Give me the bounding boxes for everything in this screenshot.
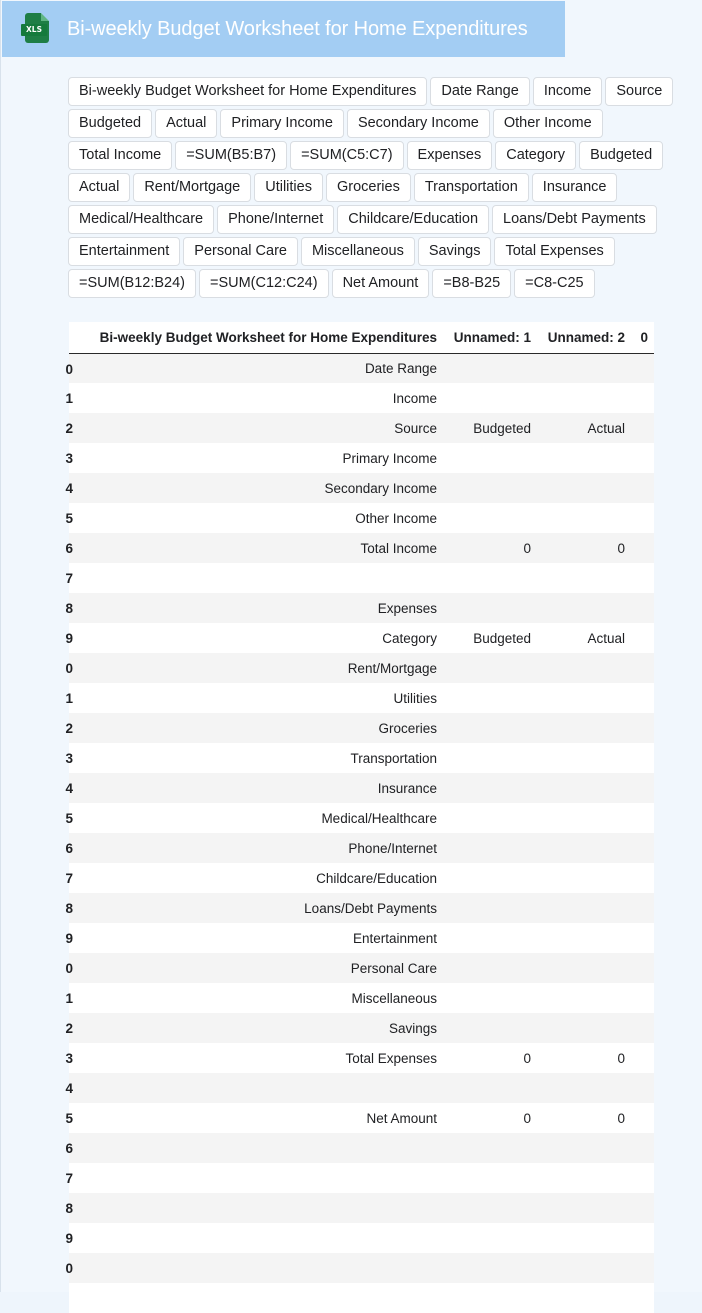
page-title: Bi-weekly Budget Worksheet for Home Expenditures <box>67 17 528 40</box>
row-index-label: 0 <box>65 1261 73 1276</box>
row-index-label: 2 <box>65 421 73 436</box>
row-index <box>65 803 73 833</box>
table-cell <box>545 803 639 833</box>
table-cell <box>451 743 545 773</box>
row-index <box>65 683 73 713</box>
table-row <box>69 383 654 413</box>
cell-chip[interactable]: Budgeted <box>579 141 663 170</box>
row-index <box>65 953 73 983</box>
table-cell <box>451 1163 545 1193</box>
table-cell: Groceries <box>71 713 451 743</box>
cell-chip[interactable]: Savings <box>418 237 492 266</box>
table-cell <box>639 473 654 503</box>
table-cell: Source <box>71 413 451 443</box>
row-index-label: 2 <box>65 1021 73 1036</box>
table-cell: Primary Income <box>71 443 451 473</box>
cell-chip[interactable]: Total Expenses <box>494 237 614 266</box>
row-index-label: 7 <box>65 571 73 586</box>
cell-chip[interactable]: Transportation <box>414 173 529 202</box>
cell-chip[interactable]: Bi-weekly Budget Worksheet for Home Expenditures <box>68 77 427 106</box>
table-cell <box>451 653 545 683</box>
table-row <box>69 593 654 623</box>
table-cell <box>451 1223 545 1253</box>
table-cell <box>639 953 654 983</box>
table-row <box>69 1223 654 1253</box>
row-index-label: 1 <box>65 391 73 406</box>
table-cell <box>451 1193 545 1223</box>
table-cell <box>545 563 639 593</box>
table-cell <box>545 1253 639 1283</box>
row-index <box>65 623 73 653</box>
table-cell: Transportation <box>71 743 451 773</box>
row-index-label: 4 <box>65 1081 73 1096</box>
table-cell <box>545 863 639 893</box>
table-cell <box>545 713 639 743</box>
table-header-row <box>69 322 654 353</box>
row-index <box>65 473 73 503</box>
table-cell <box>639 1133 654 1163</box>
row-index-label: 6 <box>65 841 73 856</box>
table-cell <box>639 893 654 923</box>
table-cell: Total Income <box>71 533 451 563</box>
table-cell <box>545 473 639 503</box>
table-cell: Personal Care <box>71 953 451 983</box>
table-row <box>69 563 654 593</box>
table-cell <box>545 683 639 713</box>
table-cell <box>451 1253 545 1283</box>
table-cell <box>451 1013 545 1043</box>
table-cell <box>451 1283 545 1313</box>
row-index-label: 1 <box>65 691 73 706</box>
table-cell: Other Income <box>71 503 451 533</box>
table-cell <box>71 563 451 593</box>
table-cell <box>545 383 639 413</box>
table-cell <box>639 1253 654 1283</box>
cell-chip[interactable]: Total Income <box>68 141 172 170</box>
cell-chip[interactable]: Primary Income <box>220 109 344 138</box>
table-row <box>69 443 654 473</box>
cell-chip[interactable]: Secondary Income <box>347 109 490 138</box>
table-cell <box>451 923 545 953</box>
table-cell <box>639 803 654 833</box>
table-cell: Miscellaneous <box>71 983 451 1013</box>
row-index-label: 0 <box>65 661 73 676</box>
cell-chip[interactable]: Budgeted <box>68 109 152 138</box>
table-cell <box>545 593 639 623</box>
table-row <box>69 1193 654 1223</box>
cell-chip[interactable]: Utilities <box>254 173 323 202</box>
data-table-container[interactable] <box>65 322 654 1302</box>
table-cell <box>639 563 654 593</box>
table-cell <box>71 1253 451 1283</box>
row-index <box>65 443 73 473</box>
table-cell <box>639 1163 654 1193</box>
table-cell: Secondary Income <box>71 473 451 503</box>
table-cell <box>545 503 639 533</box>
row-index <box>65 533 73 563</box>
cell-chip[interactable]: Actual <box>68 173 130 202</box>
table-cell <box>545 1193 639 1223</box>
table-row <box>69 1163 654 1193</box>
row-index-label: 4 <box>65 481 73 496</box>
row-index-label: 5 <box>65 511 73 526</box>
table-cell <box>639 623 654 653</box>
cell-chip[interactable]: Income <box>533 77 603 106</box>
table-cell <box>451 683 545 713</box>
row-index-label: 6 <box>65 541 73 556</box>
row-index-label: 3 <box>65 1051 73 1066</box>
row-index <box>65 1253 73 1283</box>
row-index <box>65 713 73 743</box>
table-cell <box>71 1133 451 1163</box>
data-table <box>65 322 654 1313</box>
row-index <box>65 563 73 593</box>
column-header-unnamed-1: Unnamed: 1 <box>451 322 545 353</box>
table-cell <box>545 353 639 383</box>
cell-chip[interactable]: Entertainment <box>68 237 180 266</box>
table-row <box>69 893 654 923</box>
table-cell <box>71 1283 451 1313</box>
table-cell <box>639 443 654 473</box>
table-cell <box>71 1073 451 1103</box>
table-cell: Expenses <box>71 593 451 623</box>
row-index-label: 5 <box>65 1111 73 1126</box>
cell-chip[interactable]: =SUM(B5:B7) <box>175 141 287 170</box>
cell-chip[interactable]: Source <box>605 77 673 106</box>
table-cell <box>639 983 654 1013</box>
row-index-label: 9 <box>65 931 73 946</box>
table-cell <box>545 743 639 773</box>
table-cell <box>545 833 639 863</box>
table-cell <box>451 1073 545 1103</box>
table-body <box>65 353 654 1313</box>
table-cell <box>639 1223 654 1253</box>
table-cell: 0 <box>545 533 639 563</box>
row-index <box>65 353 73 383</box>
row-index-label: 8 <box>65 1201 73 1216</box>
table-row <box>69 863 654 893</box>
table-row <box>69 653 654 683</box>
row-index-label: 2 <box>65 721 73 736</box>
table-cell <box>545 443 639 473</box>
row-index <box>65 1223 73 1253</box>
table-cell <box>451 443 545 473</box>
table-cell <box>639 593 654 623</box>
table-cell <box>451 1133 545 1163</box>
table-row <box>69 1133 654 1163</box>
table-cell <box>71 1193 451 1223</box>
row-index <box>65 1163 73 1193</box>
table-row <box>69 1073 654 1103</box>
cell-chip[interactable]: Phone/Internet <box>217 205 334 234</box>
table-cell <box>639 773 654 803</box>
table-cell <box>545 1073 639 1103</box>
table-cell: 0 <box>451 1043 545 1073</box>
table-cell <box>639 713 654 743</box>
table-cell <box>639 383 654 413</box>
table-cell <box>639 1103 654 1133</box>
row-index-label: 5 <box>65 811 73 826</box>
row-index <box>65 1133 73 1163</box>
table-cell <box>639 1073 654 1103</box>
cell-chip[interactable]: Net Amount <box>332 269 430 298</box>
table-row <box>69 743 654 773</box>
table-cell: 0 <box>451 1103 545 1133</box>
column-header-title: Bi-weekly Budget Worksheet for Home Expenditures <box>71 322 451 353</box>
table-cell: Entertainment <box>71 923 451 953</box>
table-cell <box>451 473 545 503</box>
row-index-label: 1 <box>65 991 73 1006</box>
table-cell: Childcare/Education <box>71 863 451 893</box>
row-index <box>65 983 73 1013</box>
table-cell <box>451 893 545 923</box>
table-cell <box>451 353 545 383</box>
column-header-0: 0 <box>639 322 654 353</box>
cell-chip[interactable]: =B8-B25 <box>432 269 511 298</box>
table-cell <box>639 1043 654 1073</box>
cell-chip[interactable]: =SUM(C12:C24) <box>199 269 329 298</box>
cell-chip[interactable]: Expenses <box>407 141 493 170</box>
table-cell: Budgeted <box>451 413 545 443</box>
table-cell: Total Expenses <box>71 1043 451 1073</box>
table-cell <box>639 1283 654 1313</box>
row-index-label: 3 <box>65 751 73 766</box>
table-cell <box>545 983 639 1013</box>
table-cell <box>545 1163 639 1193</box>
table-cell <box>639 683 654 713</box>
table-cell <box>639 533 654 563</box>
cell-chip[interactable]: Medical/Healthcare <box>68 205 214 234</box>
table-cell: 0 <box>451 533 545 563</box>
table-row <box>69 1103 654 1133</box>
row-index <box>65 893 73 923</box>
table-row <box>69 1283 654 1313</box>
cell-chip[interactable]: Other Income <box>493 109 603 138</box>
cell-chip[interactable]: Rent/Mortgage <box>133 173 251 202</box>
column-header-unnamed-2: Unnamed: 2 <box>545 322 639 353</box>
row-index <box>65 383 73 413</box>
table-row <box>69 803 654 833</box>
table-row <box>69 533 654 563</box>
table-row <box>69 923 654 953</box>
xls-file-icon: XLS <box>21 13 51 45</box>
table-cell <box>639 1013 654 1043</box>
row-index <box>65 923 73 953</box>
cell-chip[interactable]: =C8-C25 <box>514 269 594 298</box>
cell-chip[interactable]: =SUM(B12:B24) <box>68 269 196 298</box>
table-cell <box>451 803 545 833</box>
table-row <box>69 953 654 983</box>
table-cell <box>451 983 545 1013</box>
table-row <box>69 413 654 443</box>
table-cell <box>451 503 545 533</box>
row-index-label: 3 <box>65 451 73 466</box>
row-index-label: 8 <box>65 601 73 616</box>
table-cell <box>639 353 654 383</box>
table-cell: Phone/Internet <box>71 833 451 863</box>
table-cell: Date Range <box>71 353 451 383</box>
table-cell: Utilities <box>71 683 451 713</box>
cell-chip[interactable]: Date Range <box>430 77 529 106</box>
row-index-label: 4 <box>65 781 73 796</box>
table-cell <box>639 833 654 863</box>
table-row <box>69 983 654 1013</box>
table-row <box>69 713 654 743</box>
table-cell <box>451 383 545 413</box>
table-cell <box>451 713 545 743</box>
table-cell: 0 <box>545 1103 639 1133</box>
table-cell: Rent/Mortgage <box>71 653 451 683</box>
row-index <box>65 1193 73 1223</box>
table-cell <box>545 773 639 803</box>
row-index-label: 6 <box>65 1141 73 1156</box>
cell-chip[interactable]: Childcare/Education <box>337 205 489 234</box>
row-index <box>65 1073 73 1103</box>
table-row <box>69 353 654 383</box>
table-cell: Insurance <box>71 773 451 803</box>
table-cell <box>545 953 639 983</box>
cell-chip[interactable]: Miscellaneous <box>301 237 415 266</box>
table-row <box>69 773 654 803</box>
table-cell <box>71 1223 451 1253</box>
cell-chip[interactable]: Loans/Debt Payments <box>492 205 657 234</box>
table-cell <box>451 773 545 803</box>
title-bar <box>2 1 565 57</box>
row-index-label: 0 <box>65 961 73 976</box>
table-cell <box>451 563 545 593</box>
table-cell <box>545 1223 639 1253</box>
row-index-label: 7 <box>65 1171 73 1186</box>
table-cell <box>639 863 654 893</box>
row-index <box>65 593 73 623</box>
row-index-label: 9 <box>65 1231 73 1246</box>
row-index <box>65 1013 73 1043</box>
table-cell: Net Amount <box>71 1103 451 1133</box>
cell-chip[interactable]: Insurance <box>532 173 618 202</box>
table-cell: Loans/Debt Payments <box>71 893 451 923</box>
table-cell <box>545 653 639 683</box>
table-cell <box>451 593 545 623</box>
table-row <box>69 683 654 713</box>
cell-chip-list <box>68 77 688 301</box>
row-index <box>65 503 73 533</box>
table-cell: Medical/Healthcare <box>71 803 451 833</box>
table-cell: Income <box>71 383 451 413</box>
cell-chip[interactable]: Personal Care <box>183 237 298 266</box>
row-index <box>69 1283 71 1313</box>
cell-chip[interactable]: =SUM(C5:C7) <box>290 141 403 170</box>
table-cell <box>545 1283 639 1313</box>
table-cell: 0 <box>545 1043 639 1073</box>
table-cell: Category <box>71 623 451 653</box>
row-index <box>65 413 73 443</box>
table-cell <box>545 893 639 923</box>
table-cell <box>451 953 545 983</box>
table-row <box>69 1013 654 1043</box>
table-cell: Budgeted <box>451 623 545 653</box>
table-row <box>69 833 654 863</box>
table-cell: Actual <box>545 413 639 443</box>
table-cell <box>545 1013 639 1043</box>
table-row <box>69 473 654 503</box>
table-cell <box>71 1163 451 1193</box>
cell-chip[interactable]: Groceries <box>326 173 411 202</box>
table-cell <box>451 863 545 893</box>
row-index <box>65 1103 73 1133</box>
table-cell <box>545 923 639 953</box>
table-cell: Actual <box>545 623 639 653</box>
row-index-label: 8 <box>65 901 73 916</box>
row-index <box>65 743 73 773</box>
row-index-label: 9 <box>65 631 73 646</box>
table-cell <box>639 743 654 773</box>
table-cell <box>639 923 654 953</box>
table-row <box>69 623 654 653</box>
cell-chip[interactable]: Actual <box>155 109 217 138</box>
table-cell <box>451 833 545 863</box>
row-index <box>65 833 73 863</box>
table-cell <box>639 653 654 683</box>
row-index <box>65 863 73 893</box>
row-index-label: 0 <box>65 361 73 377</box>
table-row <box>69 1043 654 1073</box>
table-cell <box>639 1193 654 1223</box>
table-cell <box>639 413 654 443</box>
table-row <box>69 503 654 533</box>
table-cell <box>639 503 654 533</box>
table-cell: Savings <box>71 1013 451 1043</box>
table-row <box>69 1253 654 1283</box>
row-index-label: 7 <box>65 871 73 886</box>
table-cell <box>545 1133 639 1163</box>
row-index <box>65 653 73 683</box>
row-index <box>65 773 73 803</box>
row-index <box>65 1043 73 1073</box>
cell-chip[interactable]: Category <box>495 141 576 170</box>
